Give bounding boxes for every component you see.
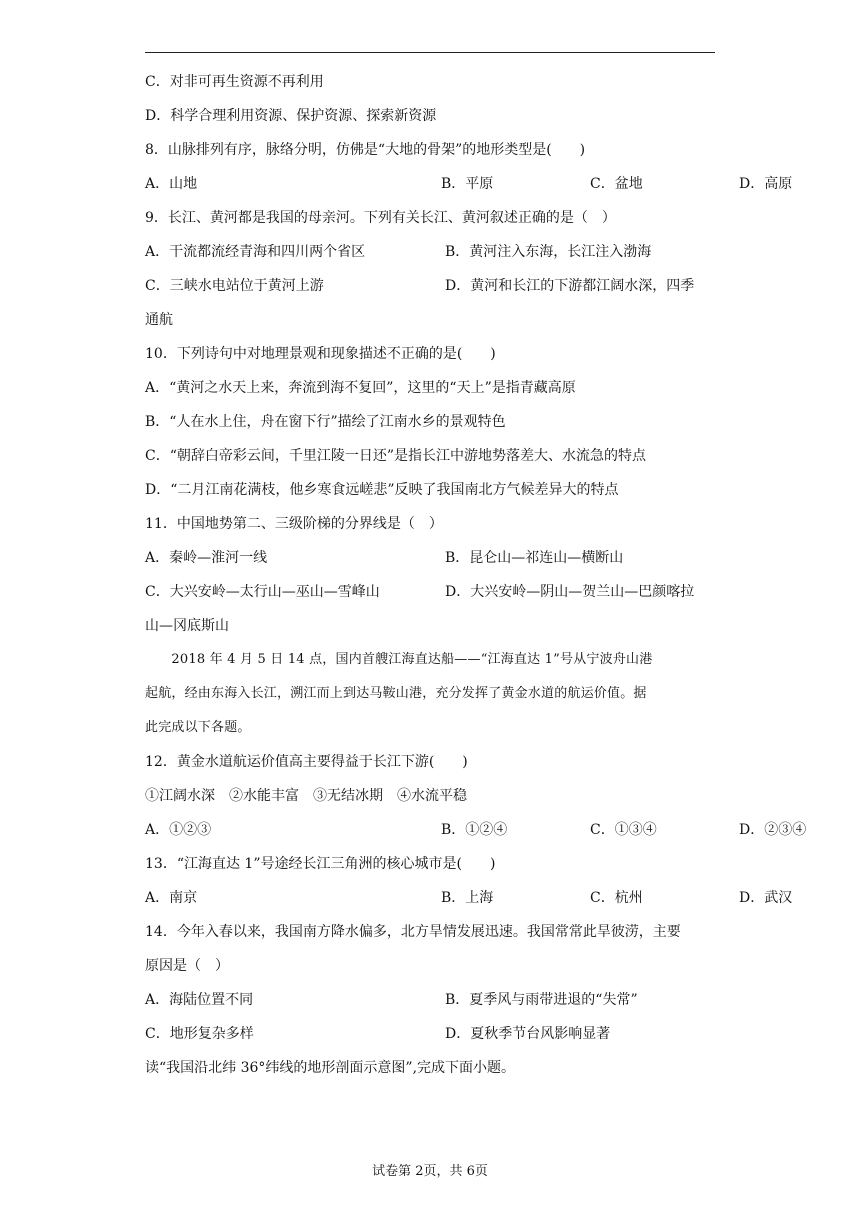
question-13: 13．“江海直达 1”号途经长江三角洲的核心城市是( ) bbox=[145, 856, 496, 872]
q9-option-d-cont: 通航 bbox=[145, 312, 173, 328]
q9-option-a: A．干流都流经青海和四川两个省区 bbox=[145, 244, 366, 260]
q12-option-b: B．①②④ bbox=[441, 822, 508, 838]
q11-option-d: D．大兴安岭—阴山—贺兰山—巴颜喀拉 bbox=[445, 584, 695, 600]
q9-option-b: B．黄河注入东海，长江注入渤海 bbox=[445, 244, 652, 260]
q14-option-c: C．地形复杂多样 bbox=[145, 1026, 254, 1042]
passage-line-3: 此完成以下各题。 bbox=[145, 720, 251, 735]
option-c: C．对非可再生资源不再利用 bbox=[145, 74, 324, 90]
q14-option-b: B．夏季风与雨带进退的“失常” bbox=[445, 992, 638, 1008]
question-12: 12．黄金水道航运价值高主要得益于长江下游( ) bbox=[145, 754, 468, 770]
q10-option-b: B．“人在水上住，舟在窗下行”描绘了江南水乡的景观特色 bbox=[145, 414, 506, 430]
question-9: 9．长江、黄河都是我国的母亲河。下列有关长江、黄河叙述正确的是（ ） bbox=[145, 210, 616, 226]
question-14: 14．今年入春以来，我国南方降水偏多，北方旱情发展迅速。我国常常此旱彼涝，主要 bbox=[145, 924, 681, 940]
header-rule bbox=[145, 52, 715, 53]
passage-line-2: 起航，经由东海入长江，溯江而上到达马鞍山港，充分发挥了黄金水道的航运价值。据 bbox=[145, 686, 647, 701]
question-8-options bbox=[145, 174, 793, 194]
passage-line-1: 2018 年 4 月 5 日 14 点，国内首艘江海直达船——“江海直达 1”号从宁波舟山港 bbox=[145, 652, 653, 667]
q8-option-a: A．山地 bbox=[145, 176, 198, 192]
q13-option-b: B．上海 bbox=[441, 890, 494, 906]
q9-option-c: C．三峡水电站位于黄河上游 bbox=[145, 278, 324, 294]
question-8: 8．山脉排列有序，脉络分明，仿佛是“大地的骨架”的地形类型是( ) bbox=[145, 142, 586, 158]
q11-option-a: A．秦岭—淮河一线 bbox=[145, 550, 268, 566]
q13-options bbox=[145, 888, 793, 908]
q9-option-d: D．黄河和长江的下游都江阔水深，四季 bbox=[445, 278, 695, 294]
q13-option-d: D．武汉 bbox=[739, 890, 793, 906]
question-14-cont: 原因是（ ） bbox=[145, 958, 229, 974]
q12-option-c: C．①③④ bbox=[590, 822, 657, 838]
reading-instruction: 读“我国沿北纬 36°纬线的地形剖面示意图”,完成下面小题。 bbox=[145, 1060, 516, 1076]
q12-option-a: A．①②③ bbox=[145, 822, 212, 838]
q13-option-a: A．南京 bbox=[145, 890, 198, 906]
q9-row-1 bbox=[145, 242, 365, 262]
q14-option-a: A．海陆位置不同 bbox=[145, 992, 254, 1008]
q12-options bbox=[145, 820, 807, 840]
q8-option-d: D．高原 bbox=[739, 176, 793, 192]
question-10: 10．下列诗句中对地理景观和现象描述不正确的是( ) bbox=[145, 346, 496, 362]
q8-option-b: B．平原 bbox=[441, 176, 494, 192]
q10-option-c: C．“朝辞白帝彩云间，千里江陵一日还”是指长江中游地势落差大、水流急的特点 bbox=[145, 448, 647, 464]
q12-option-d: D．②③④ bbox=[739, 822, 807, 838]
q14-option-d: D．夏秋季节台风影响显著 bbox=[445, 1026, 611, 1042]
q8-option-c: C．盆地 bbox=[590, 176, 643, 192]
q11-option-b: B．昆仑山—祁连山—横断山 bbox=[445, 550, 624, 566]
question-11: 11．中国地势第二、三级阶梯的分界线是（ ） bbox=[145, 516, 443, 532]
option-d: D．科学合理利用资源、保护资源、探索新资源 bbox=[145, 108, 437, 124]
q10-option-a: A．“黄河之水天上来，奔流到海不复回”，这里的“天上”是指青藏高原 bbox=[145, 380, 576, 396]
q11-option-d-cont: 山—冈底斯山 bbox=[145, 618, 229, 634]
q13-option-c: C．杭州 bbox=[590, 890, 643, 906]
q11-option-c: C．大兴安岭—太行山—巫山—雪峰山 bbox=[145, 584, 380, 600]
q10-option-d: D．“二月江南花满枝，他乡寒食远嵯悲”反映了我国南北方气候差异大的特点 bbox=[145, 482, 619, 498]
q12-statements: ①江阔水深 ②水能丰富 ③无结冰期 ④水流平稳 bbox=[145, 788, 467, 804]
page-footer: 试卷第 2页，共 6页 bbox=[372, 1164, 488, 1179]
